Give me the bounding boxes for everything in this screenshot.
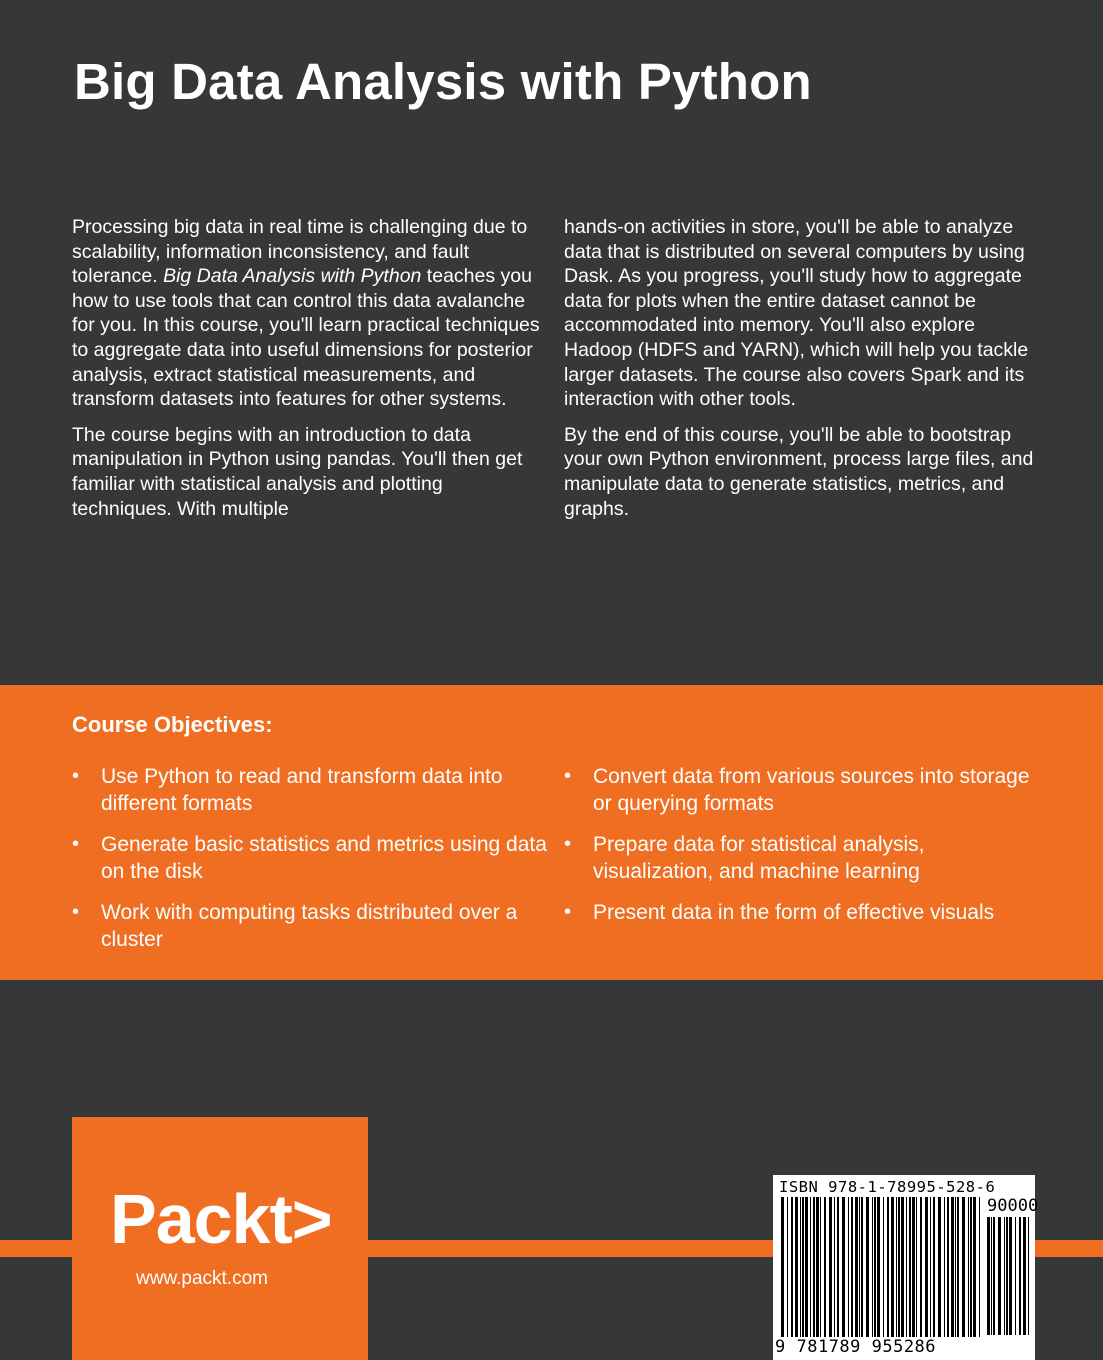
barcode-bar <box>824 1197 826 1337</box>
description-text: teaches you how to use tools that can control this data avalanche for you. In this course, you'll learn practical techniques to aggregate data into useful dimensions for posterior analysis, extract statistical measurements, and transform datasets into features for other systems. <box>72 265 540 411</box>
barcode-bar <box>805 1197 808 1337</box>
barcode-bar <box>877 1197 880 1337</box>
book-title: Big Data Analysis with Python <box>74 53 812 110</box>
barcode-bar <box>998 1217 1001 1335</box>
barcode-bar <box>987 1217 990 1335</box>
description-paragraph <box>72 215 542 412</box>
barcode-bar <box>968 1197 969 1337</box>
barcode-bar <box>883 1197 884 1337</box>
barcode-bar <box>947 1197 949 1337</box>
barcode-bar <box>855 1197 858 1337</box>
description-paragraph <box>564 423 1034 521</box>
packt-logo: Packt> <box>110 1180 332 1258</box>
barcode-bar <box>848 1197 849 1337</box>
barcode-bar <box>802 1197 804 1337</box>
barcode-bar <box>851 1197 853 1337</box>
barcode-bar <box>872 1197 873 1337</box>
barcode-bar <box>1009 1217 1012 1335</box>
barcode-bars <box>779 1197 984 1339</box>
barcode-bar <box>951 1197 954 1337</box>
objective-item <box>72 763 552 817</box>
barcode-bar <box>925 1197 928 1337</box>
barcode-bar <box>837 1197 839 1337</box>
bullet-icon: • <box>72 765 80 787</box>
barcode-bar <box>813 1197 815 1337</box>
objective-item <box>72 831 552 885</box>
objective-text: Prepare data for statistical analysis, visualization, and machine learning <box>593 833 925 883</box>
barcode-bar <box>1006 1217 1008 1335</box>
barcode-bar <box>962 1197 965 1337</box>
barcode-bar <box>800 1197 801 1337</box>
barcode-bar <box>891 1197 894 1337</box>
bullet-icon: • <box>564 901 572 923</box>
publisher-url: www.packt.com <box>136 1268 268 1289</box>
description-text: hands-on activities in store, you'll be able to analyze data that is distributed on several computers by using Dask. As you progress, you'll study how to aggregate data for plots when the entire dataset cannot be accommodated into memory. You'll also explore Hadoop (HDFS and YARN), which will help you tackle larger datasets. The course also covers Spark and its interaction with other tools. <box>564 216 1029 411</box>
barcode-bar <box>896 1197 897 1337</box>
barcode-bar <box>810 1197 811 1337</box>
barcode-bar <box>859 1197 860 1337</box>
objective-text: Present data in the form of effective visuals <box>593 901 995 924</box>
barcode-bar <box>898 1197 900 1337</box>
objective-item <box>564 899 1044 926</box>
barcode-bar <box>887 1197 889 1337</box>
isbn-text: ISBN 978-1-78995-528-6 <box>779 1178 996 1196</box>
objectives-list-right <box>564 763 1044 940</box>
barcode-bar <box>781 1197 784 1337</box>
objective-text: Generate basic statistics and metrics using data on the disk <box>101 833 547 883</box>
barcode-bar <box>829 1197 832 1337</box>
objective-text: Use Python to read and transform data into different formats <box>101 765 503 815</box>
barcode-digits: 9 781789 955286 <box>775 1337 937 1357</box>
barcode-bar <box>944 1197 945 1337</box>
barcode-bar <box>933 1197 935 1337</box>
barcode-bar <box>930 1197 931 1337</box>
barcode-bar <box>866 1197 869 1337</box>
barcode-bar <box>791 1197 793 1337</box>
barcode-bar <box>912 1197 915 1337</box>
objective-item <box>564 831 1044 885</box>
objective-text: Convert data from various sources into storage or querying formats <box>593 765 1030 815</box>
barcode-bar <box>938 1197 941 1337</box>
description-left-column <box>72 215 542 532</box>
barcode-bar <box>1028 1217 1029 1335</box>
objective-item <box>564 763 1044 817</box>
barcode-bar <box>1004 1217 1005 1335</box>
objectives-heading: Course Objectives: <box>72 712 273 737</box>
barcode-bar <box>1015 1217 1016 1335</box>
description-text: Processing big data in real time is challenging due to scalability, information inconsistency, and fault tolerance. <box>72 216 528 288</box>
barcode-bar <box>957 1197 959 1337</box>
barcode-bar <box>842 1197 845 1337</box>
description-paragraph <box>564 215 1034 412</box>
barcode-bar <box>861 1197 863 1337</box>
barcode-bar <box>955 1197 956 1337</box>
publisher-logo-box <box>72 1117 368 1360</box>
price-code: 90000 <box>987 1196 1039 1216</box>
barcode-bar <box>1019 1217 1021 1335</box>
barcode-bar <box>993 1217 995 1335</box>
bullet-icon: • <box>564 765 572 787</box>
bullet-icon: • <box>564 833 572 855</box>
barcode-bar <box>795 1197 798 1337</box>
objectives-list-left <box>72 763 552 967</box>
barcode-bar <box>906 1197 907 1337</box>
barcode-bar <box>834 1197 835 1337</box>
barcode-bar <box>991 1217 992 1335</box>
description-text: The course begins with an introduction to data manipulation in Python using pandas. You'll then get familiar with statistical analysis and plotting techniques. With multiple <box>72 423 523 520</box>
barcode-bar <box>916 1197 917 1337</box>
barcode-bar <box>970 1197 972 1337</box>
barcode-bar <box>909 1197 911 1337</box>
barcode-bar <box>1023 1217 1026 1335</box>
price-barcode-bars <box>985 1217 1033 1337</box>
bullet-icon: • <box>72 833 80 855</box>
book-title-italic: Big Data Analysis with Python <box>163 265 422 288</box>
isbn-barcode <box>773 1175 1039 1360</box>
description-text: By the end of this course, you'll be able to bootstrap your own Python environment, process large files, and manipulate data to generate statistics, metrics, and graphs. <box>564 423 1034 520</box>
barcode-bar <box>874 1197 876 1337</box>
barcode-bar <box>973 1197 976 1337</box>
bullet-icon: • <box>72 901 80 923</box>
barcode-bar <box>979 1197 980 1337</box>
barcode-bar <box>901 1197 904 1337</box>
objective-item <box>72 899 552 953</box>
description-paragraph <box>72 423 542 521</box>
objective-text: Work with computing tasks distributed over a cluster <box>101 901 518 951</box>
barcode-bar <box>816 1197 819 1337</box>
barcode-bar <box>820 1197 821 1337</box>
barcode-bar <box>920 1197 922 1337</box>
description-right-column <box>564 215 1034 532</box>
barcode-bar <box>787 1197 788 1337</box>
